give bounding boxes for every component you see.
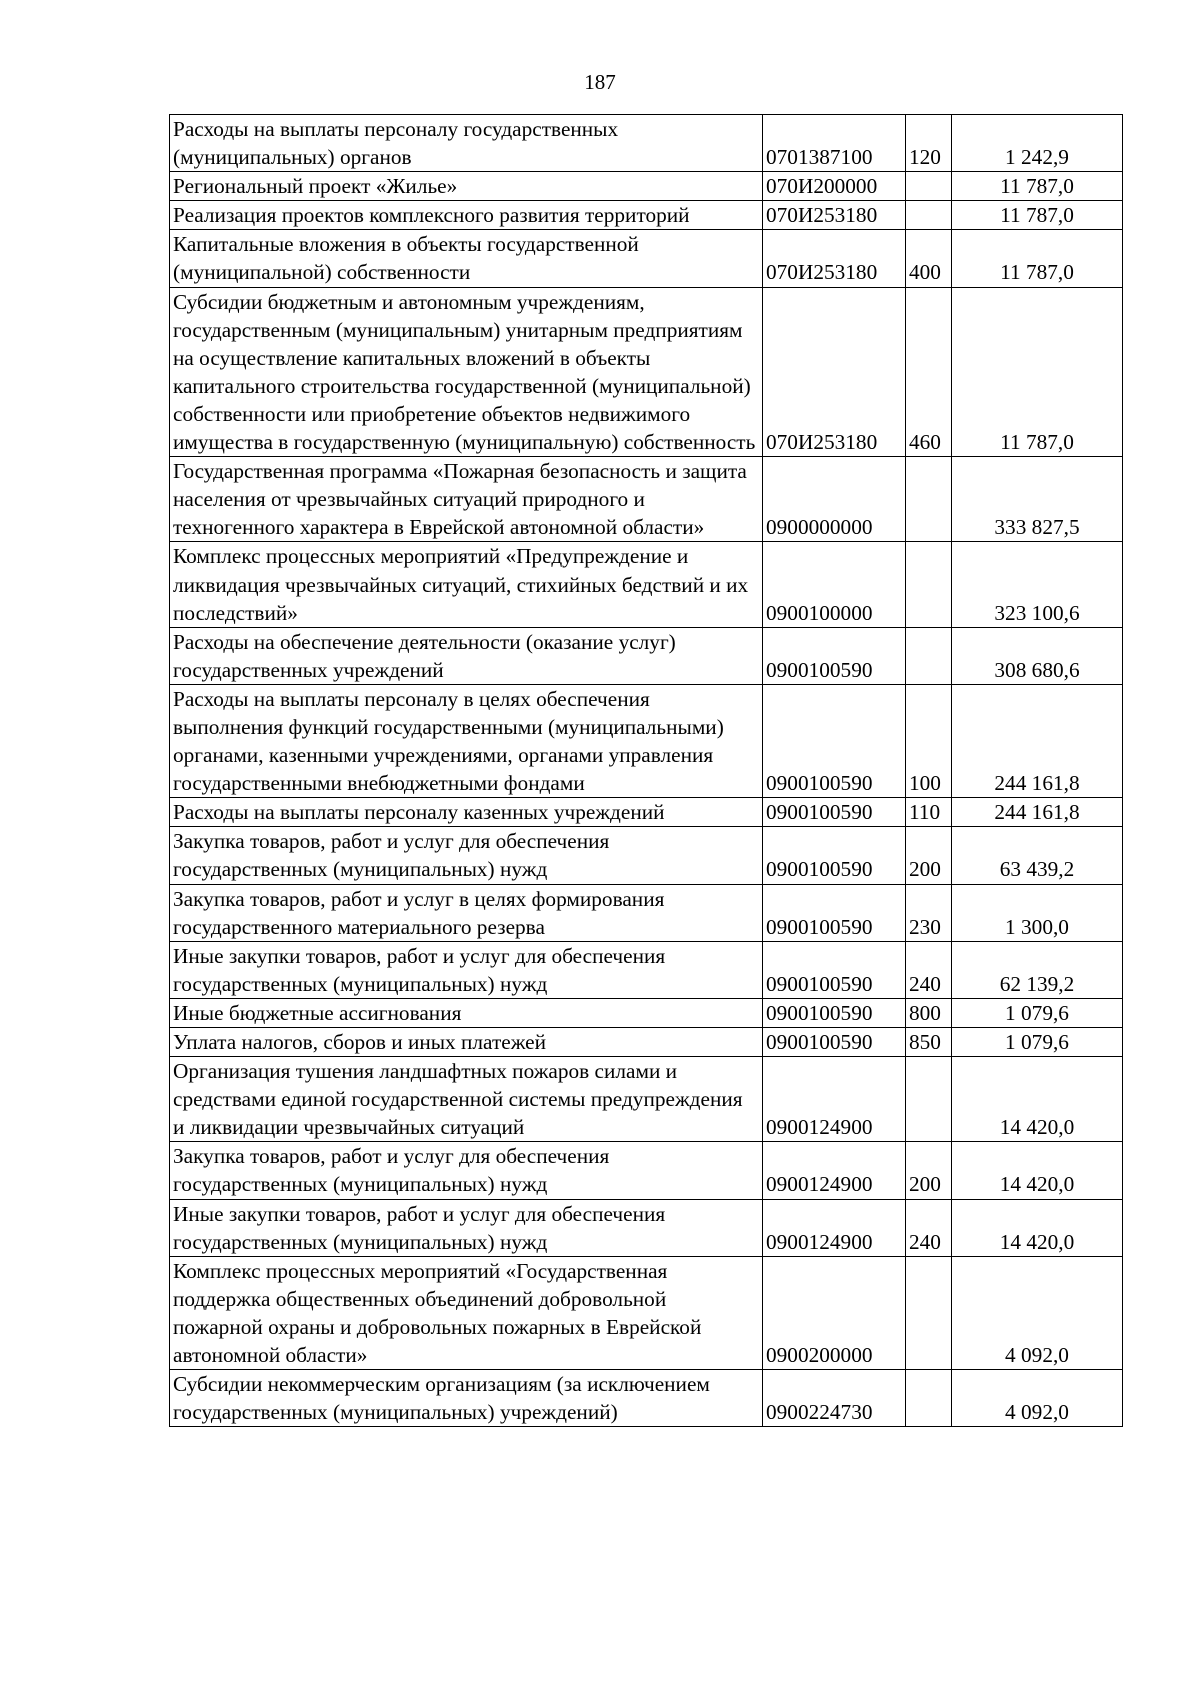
table-row [170, 230, 1123, 287]
row-expense-type: 460 [906, 287, 952, 457]
table-row [170, 684, 1123, 797]
row-expense-type [906, 172, 952, 201]
row-code: 0900124900 [763, 1142, 906, 1199]
row-name: Иные бюджетные ассигнования [170, 998, 763, 1027]
row-code: 070И200000 [763, 172, 906, 201]
row-code: 0900000000 [763, 457, 906, 542]
row-code: 0900100590 [763, 941, 906, 998]
row-expense-type: 230 [906, 884, 952, 941]
table-row [170, 287, 1123, 457]
table-row [170, 1142, 1123, 1199]
row-expense-type: 110 [906, 798, 952, 827]
row-code: 070И253180 [763, 287, 906, 457]
table-row [170, 1199, 1123, 1256]
row-amount: 1 242,9 [952, 115, 1123, 172]
row-code: 070И253180 [763, 201, 906, 230]
row-code: 0900200000 [763, 1256, 906, 1369]
row-code: 0900100590 [763, 627, 906, 684]
row-amount: 244 161,8 [952, 798, 1123, 827]
row-amount: 4 092,0 [952, 1256, 1123, 1369]
row-expense-type [906, 201, 952, 230]
row-expense-type [906, 1256, 952, 1369]
row-code: 0900100590 [763, 998, 906, 1027]
row-expense-type [906, 1370, 952, 1427]
row-name: Закупка товаров, работ и услуг для обеспечения государственных (муниципальных) нужд [170, 1142, 763, 1199]
row-amount: 14 420,0 [952, 1057, 1123, 1142]
table-row [170, 542, 1123, 627]
row-expense-type: 850 [906, 1028, 952, 1057]
row-expense-type: 200 [906, 827, 952, 884]
table-row [170, 998, 1123, 1027]
table-row [170, 798, 1123, 827]
row-expense-type: 120 [906, 115, 952, 172]
row-name: Иные закупки товаров, работ и услуг для обеспечения государственных (муниципальных) нужд [170, 1199, 763, 1256]
row-name: Расходы на выплаты персоналу государственных (муниципальных) органов [170, 115, 763, 172]
row-expense-type: 400 [906, 230, 952, 287]
row-amount: 14 420,0 [952, 1142, 1123, 1199]
table-row [170, 941, 1123, 998]
row-amount: 1 079,6 [952, 998, 1123, 1027]
row-code: 0701387100 [763, 115, 906, 172]
row-amount: 62 139,2 [952, 941, 1123, 998]
row-code: 0900224730 [763, 1370, 906, 1427]
row-code: 0900124900 [763, 1199, 906, 1256]
table-row [170, 1256, 1123, 1369]
row-expense-type: 100 [906, 684, 952, 797]
row-name: Закупка товаров, работ и услуг для обеспечения государственных (муниципальных) нужд [170, 827, 763, 884]
table-row [170, 884, 1123, 941]
budget-table-body [170, 115, 1123, 1427]
row-name: Расходы на выплаты персоналу в целях обеспечения выполнения функций государственными (муниципальными) органами, казенными учреждениями, органами управления государственными внебюджетными фондами [170, 684, 763, 797]
row-amount: 14 420,0 [952, 1199, 1123, 1256]
row-amount: 244 161,8 [952, 684, 1123, 797]
row-code: 0900100590 [763, 827, 906, 884]
table-row [170, 115, 1123, 172]
table-row [170, 627, 1123, 684]
page-number: 187 [584, 70, 616, 94]
row-amount: 323 100,6 [952, 542, 1123, 627]
row-expense-type: 240 [906, 1199, 952, 1256]
row-name: Реализация проектов комплексного развития территорий [170, 201, 763, 230]
row-expense-type: 800 [906, 998, 952, 1027]
table-row [170, 172, 1123, 201]
row-code: 070И253180 [763, 230, 906, 287]
budget-table [169, 114, 1123, 1427]
row-name: Комплекс процессных мероприятий «Предупреждение и ликвидация чрезвычайных ситуаций, стихийных бедствий и их последствий» [170, 542, 763, 627]
row-expense-type: 240 [906, 941, 952, 998]
row-amount: 11 787,0 [952, 230, 1123, 287]
row-amount: 308 680,6 [952, 627, 1123, 684]
row-amount: 1 079,6 [952, 1028, 1123, 1057]
row-amount: 63 439,2 [952, 827, 1123, 884]
row-amount: 4 092,0 [952, 1370, 1123, 1427]
table-row [170, 1057, 1123, 1142]
row-name: Субсидии некоммерческим организациям (за исключением государственных (муниципальных) учреждений) [170, 1370, 763, 1427]
row-name: Государственная программа «Пожарная безопасность и защита населения от чрезвычайных ситуаций природного и техногенного характера в Еврейской автономной области» [170, 457, 763, 542]
row-expense-type: 200 [906, 1142, 952, 1199]
row-name: Комплекс процессных мероприятий «Государственная поддержка общественных объединений добровольной пожарной охраны и добровольных пожарных в Еврейской автономной области» [170, 1256, 763, 1369]
row-name: Расходы на выплаты персоналу казенных учреждений [170, 798, 763, 827]
row-code: 0900100000 [763, 542, 906, 627]
row-amount: 11 787,0 [952, 172, 1123, 201]
row-expense-type [906, 542, 952, 627]
row-code: 0900100590 [763, 798, 906, 827]
table-row [170, 1028, 1123, 1057]
row-name: Организация тушения ландшафтных пожаров силами и средствами единой государственной системы предупреждения и ликвидации чрезвычайных ситуаций [170, 1057, 763, 1142]
row-name: Региональный проект «Жилье» [170, 172, 763, 201]
row-expense-type [906, 627, 952, 684]
table-row [170, 827, 1123, 884]
row-code: 0900100590 [763, 684, 906, 797]
row-name: Уплата налогов, сборов и иных платежей [170, 1028, 763, 1057]
row-name: Субсидии бюджетным и автономным учреждениям, государственным (муниципальным) унитарным предприятиям на осуществление капитальных вложений в объекты капитального строительства государственной (муниципальной) собственности или приобретение объектов недвижимого имущества в государственную (муниципальную) собственность [170, 287, 763, 457]
row-expense-type [906, 1057, 952, 1142]
table-row [170, 1370, 1123, 1427]
row-name: Расходы на обеспечение деятельности (оказание услуг) государственных учреждений [170, 627, 763, 684]
row-amount: 1 300,0 [952, 884, 1123, 941]
row-amount: 11 787,0 [952, 287, 1123, 457]
row-name: Иные закупки товаров, работ и услуг для обеспечения государственных (муниципальных) нужд [170, 941, 763, 998]
row-amount: 333 827,5 [952, 457, 1123, 542]
table-row [170, 457, 1123, 542]
row-code: 0900124900 [763, 1057, 906, 1142]
table-row [170, 201, 1123, 230]
row-code: 0900100590 [763, 1028, 906, 1057]
row-expense-type [906, 457, 952, 542]
row-code: 0900100590 [763, 884, 906, 941]
row-name: Закупка товаров, работ и услуг в целях формирования государственного материального резерва [170, 884, 763, 941]
row-amount: 11 787,0 [952, 201, 1123, 230]
row-name: Капитальные вложения в объекты государственной (муниципальной) собственности [170, 230, 763, 287]
